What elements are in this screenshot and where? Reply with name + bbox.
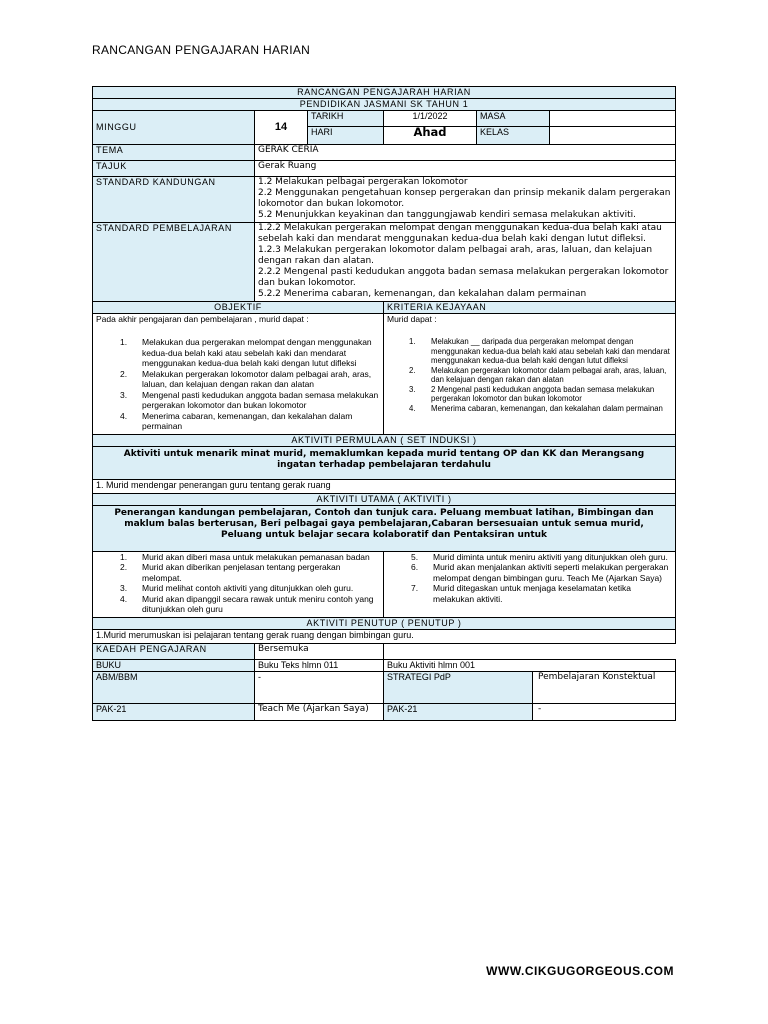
permulaan-header: AKTIVITI PERMULAAN ( SET INDUKSI )	[93, 434, 676, 446]
kriteria-item: 2. Melakukan pergerakan lokomotor dalam pelbagai arah, aras, laluan, dan kelajuan dengan rakan dan alatan	[409, 365, 667, 384]
pak21-value-2: -	[533, 703, 676, 720]
kriteria-item: 1. Melakukan __ daripada dua pergerakan melompat dengan menggunakan kedua-dua belah kaki atau sebelah kaki dan mendarat menggunakan kedua-dua belah kaki dengan lutut difleksi	[409, 337, 670, 365]
utama-item: 4. Murid akan dipanggil secara rawak untuk meniru contoh yang ditunjukkan oleh guru	[120, 593, 374, 614]
utama-item: 7. Murid ditegaskan untuk menjaga keselamatan ketika melakukan aktiviti.	[411, 583, 631, 604]
standard-pembelajaran-label: STANDARD PEMBELAJARAN	[93, 223, 255, 302]
objektif-item: 2. Melakukan pergerakan lokomotor dalam pelbagai arah, aras, laluan, dan kelajuan dengan rakan dan alatan	[120, 368, 372, 389]
sp-item: 2.2.2 Mengenal pasti kedudukan anggota badan semasa melakukan pergerakan lokomotor dan bukan lokomotor.	[258, 267, 669, 288]
header-title: RANCANGAN PENGAJARAH HARIAN	[93, 87, 676, 99]
utama-item: 1. Murid akan diberi masa untuk melakukan pemanasan badan	[120, 551, 370, 562]
hari-label: HARI	[308, 127, 384, 145]
hari-value: Ahad	[384, 127, 477, 145]
header-subtitle: PENDIDIKAN JASMANI SK TAHUN 1	[93, 99, 676, 111]
abm-value: -	[255, 671, 384, 703]
strategi-label: STRATEGI PdP	[384, 671, 533, 703]
objektif-item: 3. Mengenal pasti kedudukan anggota badan semasa melakukan pergerakan lokomotor dan bukan lokomotor	[120, 389, 379, 410]
rph-form	[92, 86, 675, 721]
kriteria-item: 4. Menerima cabaran, kemenangan, dan kekalahan dalam permainan	[409, 403, 663, 413]
sk-item: 1.2 Melakukan pelbagai pergerakan lokomotor	[258, 177, 468, 187]
tarikh-value: 1/1/2022	[384, 111, 477, 127]
kriteria-intro: Murid dapat :	[387, 314, 437, 324]
utama-item: 5. Murid diminta untuk meniru aktiviti yang ditunjukkan oleh guru.	[411, 551, 668, 562]
tajuk-label: TAJUK	[93, 161, 255, 177]
permulaan-note: 1. Murid mendengar penerangan guru tentang gerak ruang	[93, 479, 676, 493]
kriteria-item: 3. 2 Mengenal pasti kedudukan anggota badan semasa melakukan pergerakan lokomotor dan bukan lokomotor	[409, 384, 655, 403]
sk-item: 5.2 Menunjukkan keyakinan dan tanggungjawab kendiri semasa melakukan aktiviti.	[258, 210, 637, 220]
kelas-label: KELAS	[477, 127, 550, 145]
permulaan-text: Aktiviti untuk menarik minat murid, memaklumkan kepada murid tentang OP dan KK dan Merangsang ingatan terhadap pembelajaran terdahulu	[93, 446, 676, 479]
standard-kandungan-label: STANDARD KANDUNGAN	[93, 177, 255, 223]
masa-label: MASA	[477, 111, 550, 127]
tarikh-label: TARIKH	[308, 111, 384, 127]
footer-url[interactable]: WWW.CIKGUGORGEOUS.COM	[486, 964, 674, 978]
objektif-item: 4. Menerima cabaran, kemenangan, dan kekalahan dalam permainan	[120, 410, 353, 431]
sp-item: 1.2.2 Melakukan pergerakan melompat dengan menggunakan kedua-dua belah kaki atau sebelah kaki dan mendarat menggunakan kedua-dua belah kaki dengan lutut difleksi.	[258, 223, 662, 244]
abm-label: ABM/BBM	[93, 671, 255, 703]
document-title: RANCANGAN PENGAJARAN HARIAN	[92, 43, 311, 57]
sp-item: 1.2.3 Melakukan pergerakan lokomotor dalam pelbagai arah, aras, laluan, dan kelajuan dengan rakan dan alatan.	[258, 245, 653, 266]
tema-value: GERAK CERIA	[255, 145, 676, 161]
objektif-intro: Pada akhir pengajaran dan pembelajaran , murid dapat :	[96, 314, 309, 324]
kaedah-value: Bersemuka	[255, 643, 384, 659]
sp-item: 5.2.2 Menerima cabaran, kemenangan, dan kekalahan dalam permainan	[258, 289, 587, 299]
objektif-header: OBJEKTIF	[93, 302, 384, 314]
penutup-header: AKTIVITI PENUTUP ( PENUTUP )	[93, 617, 676, 629]
utama-header: AKTIVITI UTAMA ( AKTIVITI )	[93, 493, 676, 505]
utama-item: 3. Murid melihat contoh aktiviti yang ditunjukkan oleh guru.	[120, 583, 354, 593]
pak21-label-2: PAK-21	[384, 703, 533, 720]
pak21-value: Teach Me (Ajarkan Saya)	[255, 703, 384, 720]
strategi-value: Pembelajaran Konstektual	[533, 671, 676, 703]
masa-value	[550, 111, 676, 127]
buku-teks: Buku Teks hlmn 011	[255, 659, 384, 671]
tajuk-value: Gerak Ruang	[255, 161, 676, 177]
objektif-item: 1. Melakukan dua pergerakan melompat dengan menggunakan kedua-dua belah kaki atau sebelah kaki dan mendarat menggunakan kedua-dua belah kaki dengan lutut difleksi	[120, 337, 372, 368]
pak21-label: PAK-21	[93, 703, 255, 720]
kriteria-header: KRITERIA KEJAYAAN	[384, 302, 676, 314]
rph-table	[92, 86, 676, 721]
buku-label: BUKU	[93, 659, 255, 671]
penutup-text: 1.Murid merumuskan isi pelajaran tentang gerak ruang dengan bimbingan guru.	[93, 629, 676, 643]
minggu-label: MINGGU	[93, 111, 255, 145]
minggu-value: 14	[255, 111, 308, 145]
sk-item: 2.2 Menggunakan pengetahuan konsep pergerakan dan prinsip mekanik dalam pergerakan lokomotor dan bukan lokomotor.	[258, 188, 671, 209]
kaedah-label: KAEDAH PENGAJARAN	[93, 643, 255, 659]
utama-item: 6. Murid akan menjalankan aktiviti seperti melakukan pergerakan melompat dengan bimbingan guru. Teach Me (Ajarkan Saya)	[411, 562, 669, 583]
buku-aktiviti: Buku Aktiviti hlmn 001	[384, 659, 676, 671]
utama-item: 2. Murid akan diberikan penjelasan tentang pergerakan melompat.	[120, 562, 341, 583]
kelas-value	[550, 127, 676, 145]
tema-label: TEMA	[93, 145, 255, 161]
utama-text: Penerangan kandungan pembelajaran, Contoh dan tunjuk cara. Peluang membuat latihan, Bimbingan dan maklum balas berterusan, Beri pelbagai gaya pembelajaran,Cabaran bersesuaian untuk semua murid, Peluang untuk belajar secara kolaboratif dan Pentaksiran untuk	[93, 505, 676, 551]
